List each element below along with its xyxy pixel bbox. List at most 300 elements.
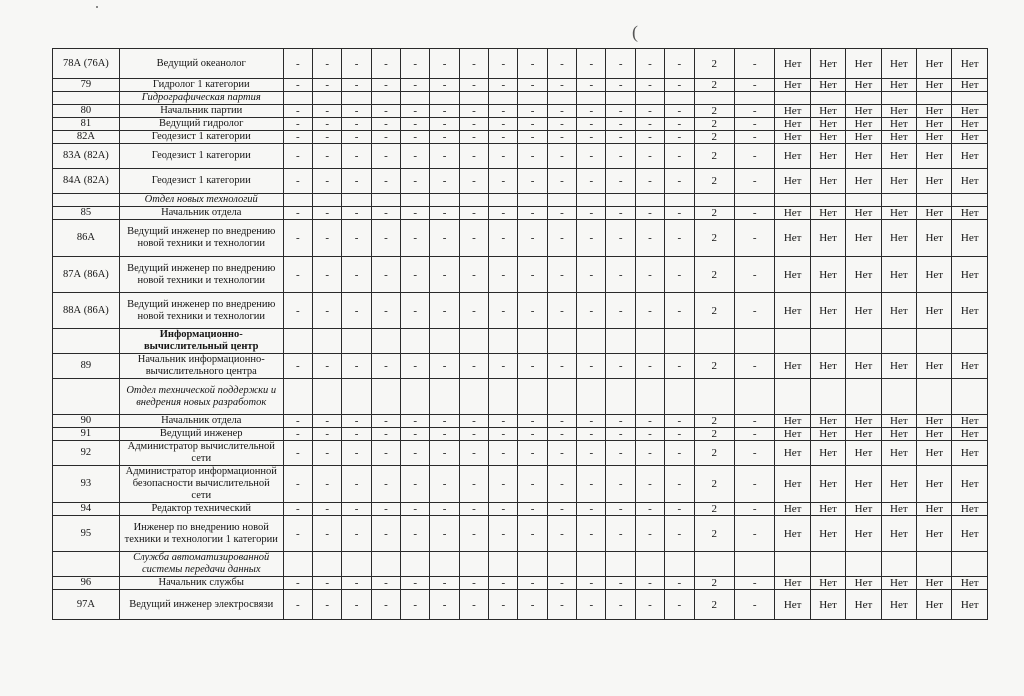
answer-cell: Нет: [775, 590, 810, 620]
extra-cell: -: [734, 441, 774, 466]
dash-cell: -: [283, 577, 312, 590]
extra-cell: -: [734, 257, 774, 293]
dash-cell: -: [635, 118, 664, 131]
row-number: 85: [53, 207, 120, 220]
dash-cell: -: [635, 503, 664, 516]
dash-cell: -: [342, 49, 371, 79]
section-title: Отдел новых технологий: [119, 194, 283, 207]
dash-cell: -: [606, 79, 635, 92]
empty-cell: [665, 194, 694, 207]
empty-cell: [489, 329, 518, 354]
extra-cell: -: [734, 118, 774, 131]
empty-cell: [430, 92, 459, 105]
answer-cell: Нет: [952, 49, 988, 79]
dash-cell: -: [371, 131, 400, 144]
dash-cell: -: [489, 131, 518, 144]
section-title: Гидрографическая партия: [119, 92, 283, 105]
row-number: 82А: [53, 131, 120, 144]
table-row: [53, 169, 988, 194]
dash-cell: -: [430, 131, 459, 144]
empty-cell: [401, 329, 430, 354]
dash-cell: -: [489, 293, 518, 329]
dash-cell: -: [313, 441, 342, 466]
empty-cell: [881, 552, 916, 577]
dash-cell: -: [489, 516, 518, 552]
dash-cell: -: [606, 220, 635, 257]
table-row: [53, 131, 988, 144]
answer-cell: Нет: [846, 131, 881, 144]
answer-cell: Нет: [846, 144, 881, 169]
answer-cell: Нет: [810, 257, 845, 293]
answer-cell: Нет: [881, 131, 916, 144]
empty-cell: [635, 329, 664, 354]
dash-cell: -: [577, 466, 606, 503]
dash-cell: -: [635, 49, 664, 79]
row-number-cell: [53, 92, 120, 105]
answer-cell: Нет: [846, 354, 881, 379]
dash-cell: -: [342, 466, 371, 503]
dash-cell: -: [665, 169, 694, 194]
extra-cell: -: [734, 49, 774, 79]
dash-cell: -: [459, 577, 488, 590]
dash-cell: -: [577, 293, 606, 329]
answer-cell: Нет: [952, 79, 988, 92]
dash-cell: -: [283, 354, 312, 379]
empty-cell: [518, 379, 547, 415]
count-cell: 2: [694, 516, 734, 552]
extra-cell: -: [734, 590, 774, 620]
dash-cell: -: [459, 441, 488, 466]
empty-cell: [734, 552, 774, 577]
dash-cell: -: [635, 79, 664, 92]
answer-cell: Нет: [775, 144, 810, 169]
empty-cell: [577, 329, 606, 354]
answer-cell: Нет: [775, 577, 810, 590]
row-number: 80: [53, 105, 120, 118]
dash-cell: -: [401, 293, 430, 329]
dash-cell: -: [489, 441, 518, 466]
position-title: Администратор вычислительной сети: [119, 441, 283, 466]
dash-cell: -: [459, 118, 488, 131]
dash-cell: -: [606, 503, 635, 516]
dash-cell: -: [371, 441, 400, 466]
count-cell: 2: [694, 590, 734, 620]
dash-cell: -: [606, 131, 635, 144]
extra-cell: -: [734, 428, 774, 441]
dash-cell: -: [401, 466, 430, 503]
empty-cell: [694, 552, 734, 577]
count-cell: 2: [694, 441, 734, 466]
empty-cell: [430, 552, 459, 577]
row-number: 91: [53, 428, 120, 441]
dash-cell: -: [547, 428, 576, 441]
empty-cell: [606, 92, 635, 105]
dash-cell: -: [283, 441, 312, 466]
answer-cell: Нет: [917, 428, 952, 441]
table-row: [53, 466, 988, 503]
dash-cell: -: [313, 118, 342, 131]
answer-cell: Нет: [846, 428, 881, 441]
answer-cell: Нет: [952, 118, 988, 131]
dash-cell: -: [401, 257, 430, 293]
dash-cell: -: [489, 220, 518, 257]
dash-cell: -: [430, 144, 459, 169]
dash-cell: -: [430, 466, 459, 503]
empty-cell: [952, 552, 988, 577]
dash-cell: -: [401, 79, 430, 92]
dash-cell: -: [547, 105, 576, 118]
answer-cell: Нет: [846, 441, 881, 466]
empty-cell: [459, 552, 488, 577]
answer-cell: Нет: [846, 590, 881, 620]
count-cell: 2: [694, 207, 734, 220]
empty-cell: [518, 552, 547, 577]
dash-cell: -: [430, 577, 459, 590]
dash-cell: -: [547, 257, 576, 293]
answer-cell: Нет: [881, 441, 916, 466]
position-title: Начальник отдела: [119, 207, 283, 220]
dash-cell: -: [577, 49, 606, 79]
answer-cell: Нет: [810, 144, 845, 169]
answer-cell: Нет: [810, 220, 845, 257]
answer-cell: Нет: [846, 293, 881, 329]
answer-cell: Нет: [810, 207, 845, 220]
dash-cell: -: [518, 105, 547, 118]
position-title: Начальник службы: [119, 577, 283, 590]
dash-cell: -: [635, 105, 664, 118]
dash-cell: -: [606, 354, 635, 379]
table-row: [53, 577, 988, 590]
dash-cell: -: [313, 503, 342, 516]
dash-cell: -: [430, 169, 459, 194]
dash-cell: -: [518, 169, 547, 194]
dash-cell: -: [459, 131, 488, 144]
positions-table: [52, 48, 988, 620]
answer-cell: Нет: [917, 590, 952, 620]
empty-cell: [881, 92, 916, 105]
dash-cell: -: [342, 257, 371, 293]
position-title: Геодезист 1 категории: [119, 144, 283, 169]
table-row: [53, 207, 988, 220]
answer-cell: Нет: [810, 169, 845, 194]
dash-cell: -: [430, 428, 459, 441]
answer-cell: Нет: [775, 503, 810, 516]
dash-cell: -: [371, 590, 400, 620]
dash-cell: -: [518, 428, 547, 441]
empty-cell: [734, 379, 774, 415]
dash-cell: -: [635, 415, 664, 428]
empty-cell: [881, 194, 916, 207]
empty-cell: [371, 552, 400, 577]
empty-cell: [518, 194, 547, 207]
count-cell: 2: [694, 131, 734, 144]
answer-cell: Нет: [846, 49, 881, 79]
dash-cell: -: [371, 207, 400, 220]
dash-cell: -: [430, 441, 459, 466]
dash-cell: -: [665, 503, 694, 516]
dash-cell: -: [342, 79, 371, 92]
dash-cell: -: [342, 169, 371, 194]
answer-cell: Нет: [917, 354, 952, 379]
answer-cell: Нет: [917, 466, 952, 503]
dash-cell: -: [577, 503, 606, 516]
answer-cell: Нет: [846, 220, 881, 257]
dash-cell: -: [577, 428, 606, 441]
dash-cell: -: [665, 144, 694, 169]
empty-cell: [846, 379, 881, 415]
dash-cell: -: [547, 79, 576, 92]
row-number: 88А (86А): [53, 293, 120, 329]
dash-cell: -: [665, 354, 694, 379]
empty-cell: [810, 194, 845, 207]
dash-cell: -: [430, 354, 459, 379]
dash-cell: -: [401, 49, 430, 79]
empty-cell: [577, 379, 606, 415]
dash-cell: -: [283, 118, 312, 131]
answer-cell: Нет: [775, 131, 810, 144]
dash-cell: -: [547, 466, 576, 503]
dash-cell: -: [371, 577, 400, 590]
table-row: [53, 293, 988, 329]
dash-cell: -: [283, 220, 312, 257]
extra-cell: -: [734, 105, 774, 118]
empty-cell: [459, 379, 488, 415]
dash-cell: -: [635, 516, 664, 552]
dash-cell: -: [665, 79, 694, 92]
dash-cell: -: [342, 503, 371, 516]
dash-cell: -: [371, 79, 400, 92]
dash-cell: -: [313, 207, 342, 220]
empty-cell: [313, 552, 342, 577]
table-row: [53, 49, 988, 79]
extra-cell: -: [734, 577, 774, 590]
empty-cell: [430, 379, 459, 415]
empty-cell: [401, 194, 430, 207]
answer-cell: Нет: [952, 257, 988, 293]
dash-cell: -: [489, 49, 518, 79]
dash-cell: -: [635, 144, 664, 169]
answer-cell: Нет: [952, 441, 988, 466]
count-cell: 2: [694, 354, 734, 379]
dash-cell: -: [547, 207, 576, 220]
dash-cell: -: [606, 118, 635, 131]
empty-cell: [459, 194, 488, 207]
dash-cell: -: [430, 257, 459, 293]
dash-cell: -: [547, 169, 576, 194]
dash-cell: -: [459, 516, 488, 552]
dash-cell: -: [401, 577, 430, 590]
position-title: Ведущий инженер: [119, 428, 283, 441]
answer-cell: Нет: [810, 466, 845, 503]
dash-cell: -: [313, 131, 342, 144]
dash-cell: -: [635, 577, 664, 590]
dash-cell: -: [547, 590, 576, 620]
answer-cell: Нет: [810, 79, 845, 92]
empty-cell: [313, 379, 342, 415]
count-cell: 2: [694, 144, 734, 169]
position-title: Ведущий инженер по внедрению новой техники и технологии: [119, 220, 283, 257]
dash-cell: -: [283, 503, 312, 516]
dash-cell: -: [430, 49, 459, 79]
dash-cell: -: [606, 207, 635, 220]
answer-cell: Нет: [917, 516, 952, 552]
dash-cell: -: [430, 220, 459, 257]
dash-cell: -: [547, 354, 576, 379]
dash-cell: -: [401, 118, 430, 131]
row-number: 81: [53, 118, 120, 131]
dash-cell: -: [342, 220, 371, 257]
dash-cell: -: [606, 577, 635, 590]
count-cell: 2: [694, 293, 734, 329]
dash-cell: -: [401, 428, 430, 441]
dash-cell: -: [518, 293, 547, 329]
answer-cell: Нет: [846, 118, 881, 131]
dash-cell: -: [401, 441, 430, 466]
empty-cell: [577, 92, 606, 105]
empty-cell: [342, 92, 371, 105]
answer-cell: Нет: [952, 590, 988, 620]
dash-cell: -: [283, 207, 312, 220]
answer-cell: Нет: [917, 144, 952, 169]
dash-cell: -: [577, 144, 606, 169]
dash-cell: -: [547, 293, 576, 329]
empty-cell: [283, 552, 312, 577]
dash-cell: -: [577, 257, 606, 293]
dash-cell: -: [371, 118, 400, 131]
answer-cell: Нет: [917, 503, 952, 516]
empty-cell: [881, 379, 916, 415]
position-title: Инженер по внедрению новой техники и технологии 1 категории: [119, 516, 283, 552]
row-number-cell: [53, 552, 120, 577]
dash-cell: -: [371, 169, 400, 194]
dash-cell: -: [606, 49, 635, 79]
answer-cell: Нет: [917, 257, 952, 293]
dash-cell: -: [313, 144, 342, 169]
answer-cell: Нет: [881, 220, 916, 257]
empty-cell: [342, 379, 371, 415]
extra-cell: -: [734, 503, 774, 516]
empty-cell: [283, 194, 312, 207]
empty-cell: [489, 92, 518, 105]
dash-cell: -: [635, 466, 664, 503]
dash-cell: -: [342, 428, 371, 441]
extra-cell: -: [734, 293, 774, 329]
dash-cell: -: [606, 105, 635, 118]
answer-cell: Нет: [881, 144, 916, 169]
dash-cell: -: [430, 503, 459, 516]
answer-cell: Нет: [775, 441, 810, 466]
empty-cell: [775, 552, 810, 577]
extra-cell: -: [734, 415, 774, 428]
dash-cell: -: [401, 503, 430, 516]
dash-cell: -: [459, 49, 488, 79]
dash-cell: -: [401, 131, 430, 144]
answer-cell: Нет: [881, 415, 916, 428]
answer-cell: Нет: [952, 415, 988, 428]
table-body: [53, 49, 988, 620]
empty-cell: [810, 92, 845, 105]
answer-cell: Нет: [881, 466, 916, 503]
count-cell: 2: [694, 79, 734, 92]
empty-cell: [342, 194, 371, 207]
dash-cell: -: [371, 503, 400, 516]
dash-cell: -: [342, 207, 371, 220]
answer-cell: Нет: [952, 428, 988, 441]
position-title: Администратор информационной безопасности вычислительной сети: [119, 466, 283, 503]
dash-cell: -: [401, 354, 430, 379]
answer-cell: Нет: [917, 169, 952, 194]
dash-cell: -: [313, 590, 342, 620]
dash-cell: -: [371, 49, 400, 79]
empty-cell: [917, 379, 952, 415]
table-row: [53, 441, 988, 466]
dash-cell: -: [606, 293, 635, 329]
empty-cell: [430, 194, 459, 207]
dash-cell: -: [459, 169, 488, 194]
empty-cell: [283, 92, 312, 105]
row-number: 90: [53, 415, 120, 428]
empty-cell: [694, 194, 734, 207]
dash-cell: -: [342, 415, 371, 428]
dash-cell: -: [371, 428, 400, 441]
empty-cell: [775, 194, 810, 207]
answer-cell: Нет: [917, 293, 952, 329]
answer-cell: Нет: [952, 207, 988, 220]
extra-cell: -: [734, 79, 774, 92]
dash-cell: -: [606, 466, 635, 503]
dash-cell: -: [283, 131, 312, 144]
extra-cell: -: [734, 207, 774, 220]
answer-cell: Нет: [775, 466, 810, 503]
row-number: 84А (82А): [53, 169, 120, 194]
empty-cell: [547, 379, 576, 415]
dash-cell: -: [283, 49, 312, 79]
row-number: 89: [53, 354, 120, 379]
answer-cell: Нет: [881, 207, 916, 220]
empty-cell: [694, 92, 734, 105]
answer-cell: Нет: [917, 118, 952, 131]
empty-cell: [635, 194, 664, 207]
empty-cell: [917, 329, 952, 354]
dash-cell: -: [283, 466, 312, 503]
dash-cell: -: [547, 503, 576, 516]
answer-cell: Нет: [952, 293, 988, 329]
row-number: 79: [53, 79, 120, 92]
count-cell: 2: [694, 466, 734, 503]
dash-cell: -: [459, 590, 488, 620]
position-title: Геодезист 1 категории: [119, 169, 283, 194]
dash-cell: -: [313, 49, 342, 79]
answer-cell: Нет: [846, 257, 881, 293]
dash-cell: -: [313, 516, 342, 552]
count-cell: 2: [694, 415, 734, 428]
row-number: 92: [53, 441, 120, 466]
empty-cell: [401, 552, 430, 577]
answer-cell: Нет: [810, 118, 845, 131]
dash-cell: -: [313, 354, 342, 379]
dash-cell: -: [430, 415, 459, 428]
dash-cell: -: [459, 105, 488, 118]
empty-cell: [313, 329, 342, 354]
empty-cell: [606, 379, 635, 415]
empty-cell: [371, 92, 400, 105]
position-title: Начальник отдела: [119, 415, 283, 428]
answer-cell: Нет: [952, 105, 988, 118]
dash-cell: -: [547, 131, 576, 144]
dash-cell: -: [665, 105, 694, 118]
empty-cell: [606, 552, 635, 577]
answer-cell: Нет: [952, 503, 988, 516]
